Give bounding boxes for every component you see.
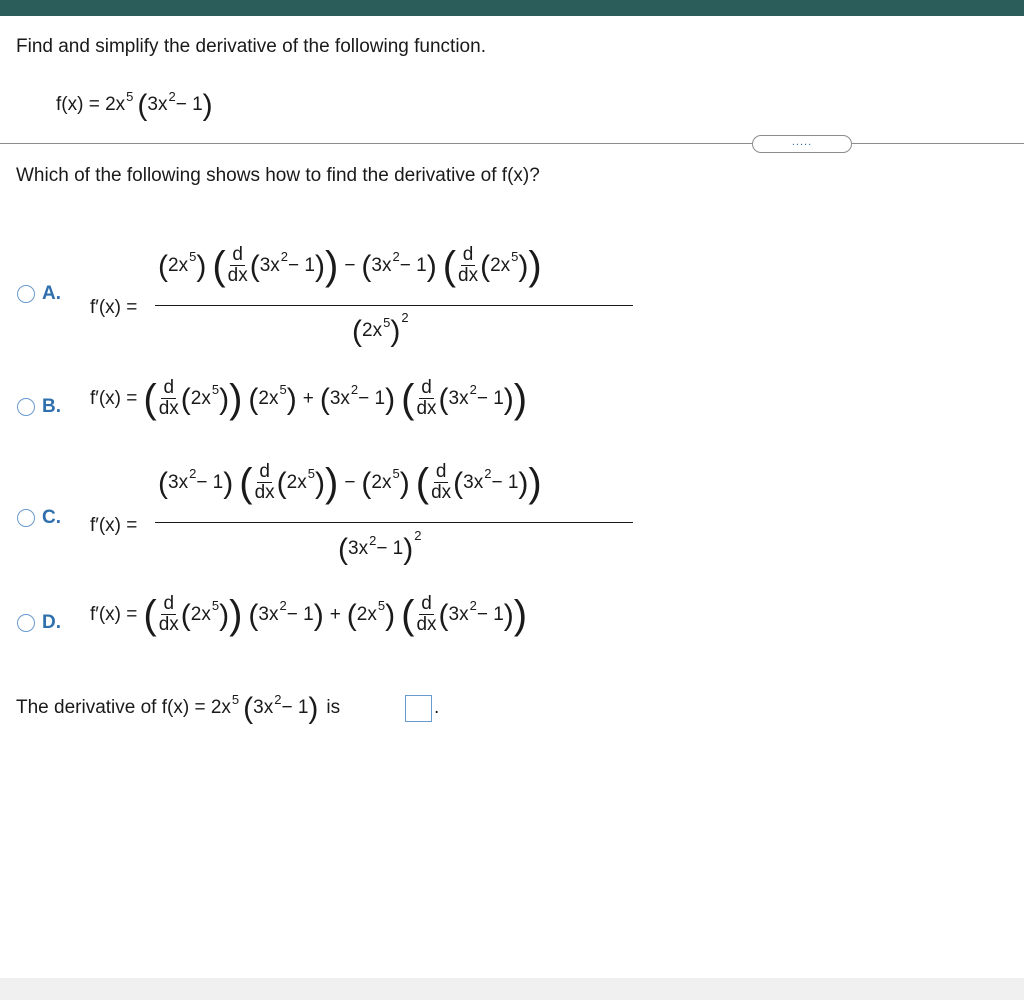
exponent: 5 <box>211 598 220 613</box>
term-3x: 3x <box>371 254 392 276</box>
d-dx-operator: $\frac{d}{dx}$ <box>158 593 179 635</box>
paren: ( <box>243 692 254 725</box>
d-dx-operator: $\frac{d}{dx}$ <box>458 244 479 286</box>
paren: ) <box>503 598 514 632</box>
paren: ) <box>286 382 297 416</box>
option-d-expression <box>90 594 527 635</box>
term-minus-1: − 1 <box>281 697 309 718</box>
exponent: 2 <box>168 88 176 104</box>
term-2x: 2x <box>356 603 377 625</box>
paren: ) <box>518 466 529 500</box>
exponent: 5 <box>307 466 315 481</box>
paren: ) <box>219 382 230 416</box>
bracket: ) <box>324 243 339 288</box>
term-minus-1: − 1 <box>288 254 315 276</box>
paren: ) <box>385 598 396 632</box>
bracket: ( <box>442 243 457 288</box>
paren: ( <box>352 315 362 348</box>
show-more-button[interactable]: ..... <box>752 135 852 153</box>
option-b-expression <box>90 378 527 419</box>
term-2x: 2x <box>168 254 189 276</box>
option-c-denominator <box>338 527 422 566</box>
paren: ( <box>248 382 259 416</box>
answer-input[interactable] <box>405 695 432 722</box>
term-3x: 3x <box>448 387 469 409</box>
term-minus-1: − 1 <box>476 387 504 409</box>
option-b-letter: B. <box>42 396 61 417</box>
bracket: ) <box>528 460 542 505</box>
term-3x: 3x <box>448 603 469 625</box>
exponent: 2 <box>392 249 400 264</box>
term-minus-1: − 1 <box>196 471 224 493</box>
term-minus-1: − 1 <box>476 603 504 625</box>
term-3x: 3x <box>253 697 274 718</box>
bracket: ) <box>229 376 243 421</box>
paren: ) <box>385 382 396 416</box>
bracket: ( <box>401 376 415 421</box>
option-a-denominator <box>352 309 409 348</box>
exponent: 5 <box>126 88 134 104</box>
paren: ( <box>438 598 449 632</box>
term-3x: 3x <box>329 387 350 409</box>
d-dx-operator: $\frac{d}{dx}$ <box>416 377 437 419</box>
term-2x: 2x <box>490 254 511 276</box>
option-c-radio[interactable] <box>17 509 35 527</box>
exponent: 2 <box>484 466 492 481</box>
option-d-lhs: f′(x) = <box>90 603 138 625</box>
bracket: ( <box>212 243 226 288</box>
d-dx-operator: $\frac{d}{dx}$ <box>254 461 275 503</box>
paren: ( <box>438 382 449 416</box>
d-dx-operator: $\frac{d}{dx}$ <box>158 377 179 419</box>
paren: ) <box>196 249 207 283</box>
exponent: 5 <box>189 249 197 264</box>
exponent: 5 <box>392 466 400 481</box>
term-minus-1: − 1 <box>491 471 519 493</box>
paren: ) <box>202 89 213 122</box>
term-minus-1: − 1 <box>358 387 386 409</box>
exponent: 5 <box>279 382 287 397</box>
exponent: 5 <box>383 314 391 330</box>
bracket: ) <box>513 376 528 421</box>
paren: ) <box>399 466 410 500</box>
option-a-radio[interactable] <box>17 285 35 303</box>
option-a-lhs: f′(x) = <box>90 297 138 318</box>
paren: ( <box>453 466 464 500</box>
paren: ( <box>276 466 287 500</box>
term-2x: 2x <box>190 387 211 409</box>
paren: ( <box>249 249 260 283</box>
option-c-fraction-bar <box>155 522 633 523</box>
option-c-lhs: f′(x) = <box>90 515 138 536</box>
paren: ) <box>308 692 319 725</box>
paren: ) <box>314 249 325 283</box>
paren: ( <box>319 382 330 416</box>
plus-operator: + <box>302 387 314 409</box>
minus-operator: − <box>344 471 356 493</box>
term-3x: 3x <box>259 254 280 276</box>
option-c-numerator <box>158 462 542 503</box>
bracket: ( <box>239 460 253 505</box>
bracket: ) <box>513 592 528 637</box>
exponent: 5 <box>377 598 386 613</box>
exponent: 2 <box>469 382 477 397</box>
option-a-letter: A. <box>42 283 61 304</box>
bracket: ( <box>401 592 415 637</box>
paren: ( <box>137 89 148 122</box>
paren: ( <box>180 382 191 416</box>
paren: ( <box>480 249 491 283</box>
term-minus-1: − 1 <box>286 603 314 625</box>
exponent: 2 <box>189 466 197 481</box>
exponent: 5 <box>211 382 220 397</box>
option-d-letter: D. <box>42 612 61 633</box>
answer-period: . <box>434 697 440 718</box>
exponent: 5 <box>231 691 240 707</box>
exponent: 2 <box>401 309 409 325</box>
term-minus-1: − 1 <box>399 254 427 276</box>
term-3x: 3x <box>258 603 279 625</box>
term-2x: 2x <box>258 387 279 409</box>
paren: ( <box>361 249 372 283</box>
option-b-radio[interactable] <box>17 398 35 416</box>
term-3x: 3x <box>147 94 168 115</box>
exponent: 5 <box>511 249 519 264</box>
bracket: ( <box>143 592 157 637</box>
d-dx-operator: $\frac{d}{dx}$ <box>416 593 437 635</box>
bracket: ( <box>143 376 157 421</box>
term-3x: 3x <box>168 471 189 493</box>
section-divider <box>0 143 1024 144</box>
paren: ) <box>313 598 324 632</box>
paren: ( <box>158 466 168 500</box>
paren: ) <box>219 598 230 632</box>
bottom-strip <box>0 978 1024 1000</box>
term-2x: 2x <box>371 471 392 493</box>
term-3x: 3x <box>463 471 484 493</box>
paren: ) <box>314 466 325 500</box>
option-a-numerator <box>158 245 542 286</box>
exponent: 2 <box>274 691 282 707</box>
d-dx-operator: $\frac{d}{dx}$ <box>431 461 452 503</box>
option-c-letter: C. <box>42 507 61 528</box>
term-2x: 2x <box>286 471 307 493</box>
exponent: 2 <box>279 598 287 613</box>
plus-operator: + <box>329 603 341 625</box>
question-prompt: Find and simplify the derivative of the following function. <box>16 36 486 57</box>
exponent: 2 <box>469 598 477 613</box>
top-bar <box>0 0 1024 16</box>
paren: ( <box>180 598 191 632</box>
paren: ) <box>403 533 414 566</box>
option-a-fraction-bar <box>155 305 633 306</box>
paren: ) <box>503 382 514 416</box>
paren: ) <box>223 466 234 500</box>
exponent: 2 <box>369 532 377 548</box>
term-3x: 3x <box>348 538 369 559</box>
exponent: 2 <box>280 249 289 264</box>
exponent: 2 <box>350 382 359 397</box>
bracket: ( <box>415 460 430 505</box>
d-dx-operator: $\frac{d}{dx}$ <box>227 244 248 286</box>
term-minus-1: − 1 <box>376 538 404 559</box>
paren: ( <box>338 533 348 566</box>
term-2x: 2x <box>190 603 211 625</box>
term-minus-1: − 1 <box>175 94 203 115</box>
paren: ( <box>158 249 168 283</box>
exponent: 2 <box>414 527 422 543</box>
bracket: ) <box>324 460 339 505</box>
bracket: ) <box>528 243 542 288</box>
answer-line <box>16 693 340 723</box>
function-definition <box>56 90 213 120</box>
option-d-radio[interactable] <box>17 614 35 632</box>
option-b-lhs: f′(x) = <box>90 387 138 409</box>
answer-prefix: The derivative of f(x) = 2x <box>16 697 231 718</box>
function-lhs: f(x) = 2x <box>56 94 126 115</box>
paren: ) <box>426 249 437 283</box>
minus-operator: − <box>344 254 356 276</box>
subquestion-text: Which of the following shows how to find the derivative of f(x)? <box>16 165 540 186</box>
paren: ( <box>248 598 259 632</box>
paren: ) <box>390 315 401 348</box>
paren: ) <box>518 249 529 283</box>
answer-suffix: is <box>326 697 341 718</box>
bracket: ) <box>229 592 243 637</box>
term-2x: 2x <box>362 320 383 341</box>
paren: ( <box>361 466 372 500</box>
paren: ( <box>346 598 357 632</box>
